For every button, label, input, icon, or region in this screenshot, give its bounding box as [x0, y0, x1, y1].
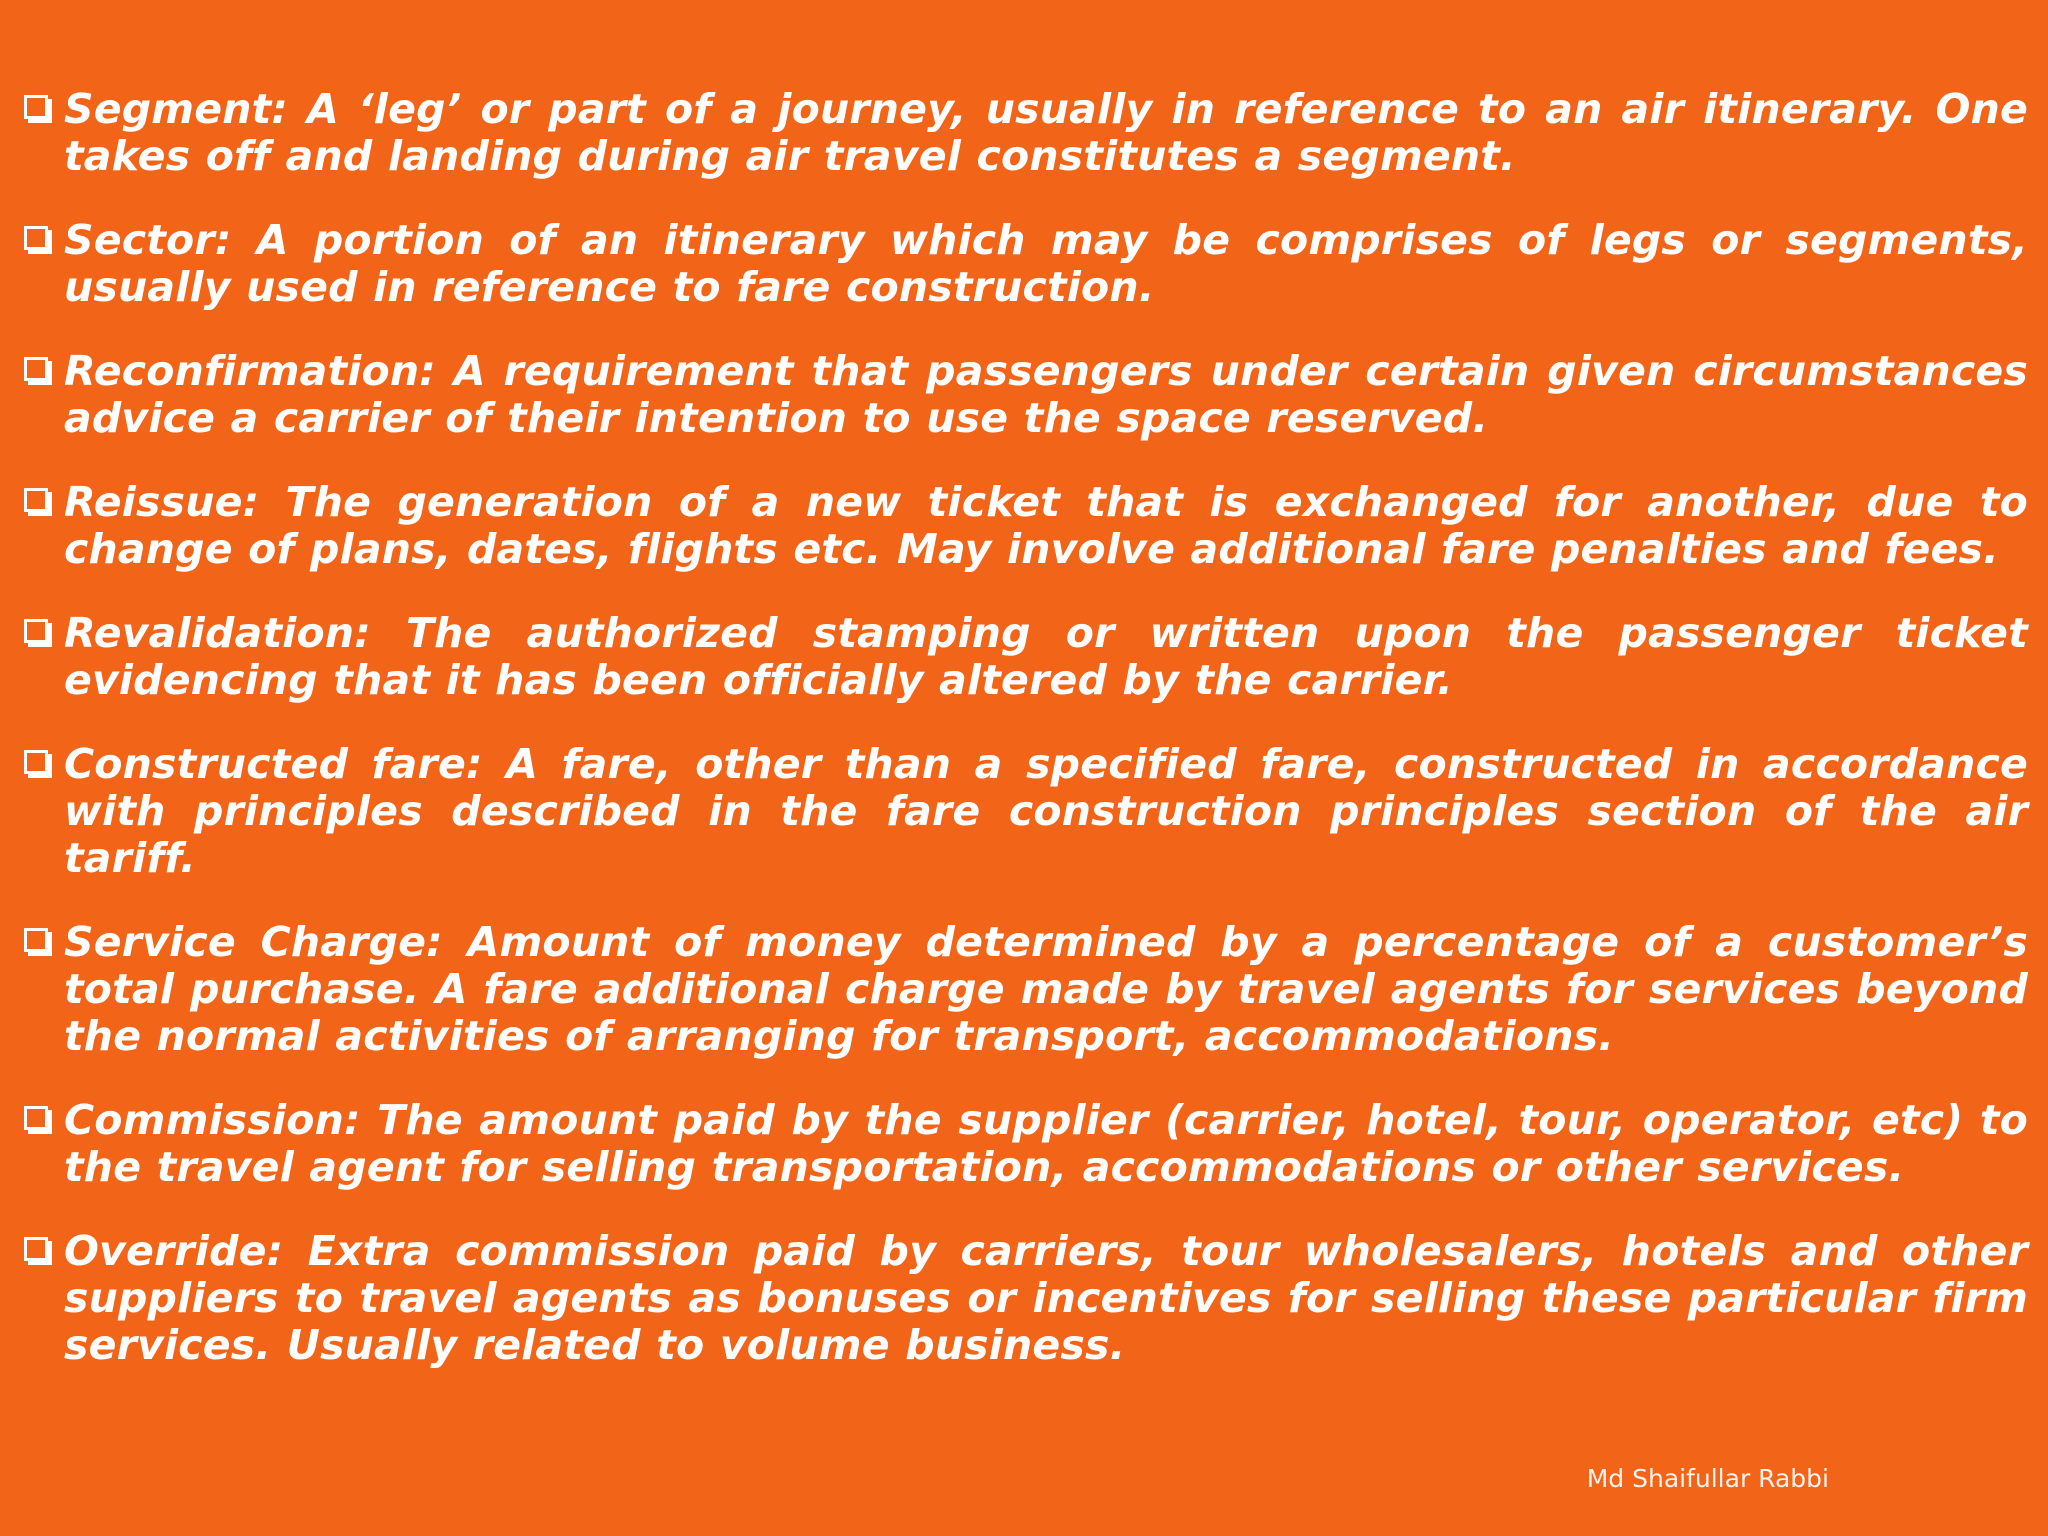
definition-text: Commission: The amount paid by the supplier (carrier, hotel, tour, operator, etc) to the travel agent for selling transportation, accommodations or other services.: [64, 1096, 2028, 1191]
list-item: [24, 348, 2028, 442]
square-bullet-icon: [24, 750, 48, 774]
list-item: [24, 217, 2028, 311]
list-item: [24, 919, 2028, 1060]
list-item: [24, 610, 2028, 704]
definition-text: Revalidation: The authorized stamping or written upon the passenger ticket evidencing that it has been officially altered by the carrier.: [64, 609, 2028, 704]
definition-text: Sector: A portion of an itinerary which may be comprises of legs or segments, usually used in reference to fare construction.: [64, 216, 2028, 311]
square-bullet-icon: [24, 1106, 48, 1130]
definition-text: Reissue: The generation of a new ticket that is exchanged for another, due to change of plans, dates, flights etc. May involve additional fare penalties and fees.: [64, 478, 2028, 573]
definition-text: Reconfirmation: A requirement that passengers under certain given circumstances advice a carrier of their intention to use the space reserved.: [64, 347, 2028, 442]
square-bullet-icon: [24, 928, 48, 952]
definition-list: [24, 86, 2028, 1406]
square-bullet-icon: [24, 1237, 48, 1261]
list-item: [24, 86, 2028, 180]
square-bullet-icon: [24, 619, 48, 643]
list-item: [24, 1228, 2028, 1369]
author-credit: Md Shaifullar Rabbi: [1586, 1464, 1829, 1493]
square-bullet-icon: [24, 226, 48, 250]
square-bullet-icon: [24, 357, 48, 381]
definition-text: Segment: A ‘leg’ or part of a journey, usually in reference to an air itinerary. One takes off and landing during air travel constitutes a segment.: [64, 85, 2028, 180]
list-item: [24, 741, 2028, 882]
definition-text: Constructed fare: A fare, other than a specified fare, constructed in accordance with principles described in the fare construction principles section of the air tariff.: [64, 740, 2028, 882]
definition-text: Service Charge: Amount of money determined by a percentage of a customer’s total purchase. A fare additional charge made by travel agents for services beyond the normal activities of arranging for transport, accommodations.: [64, 918, 2028, 1060]
square-bullet-icon: [24, 95, 48, 119]
definition-text: Override: Extra commission paid by carriers, tour wholesalers, hotels and other suppliers to travel agents as bonuses or incentives for selling these particular firm services. Usually related to volume business.: [64, 1227, 2028, 1369]
list-item: [24, 1097, 2028, 1191]
square-bullet-icon: [24, 488, 48, 512]
list-item: [24, 479, 2028, 573]
